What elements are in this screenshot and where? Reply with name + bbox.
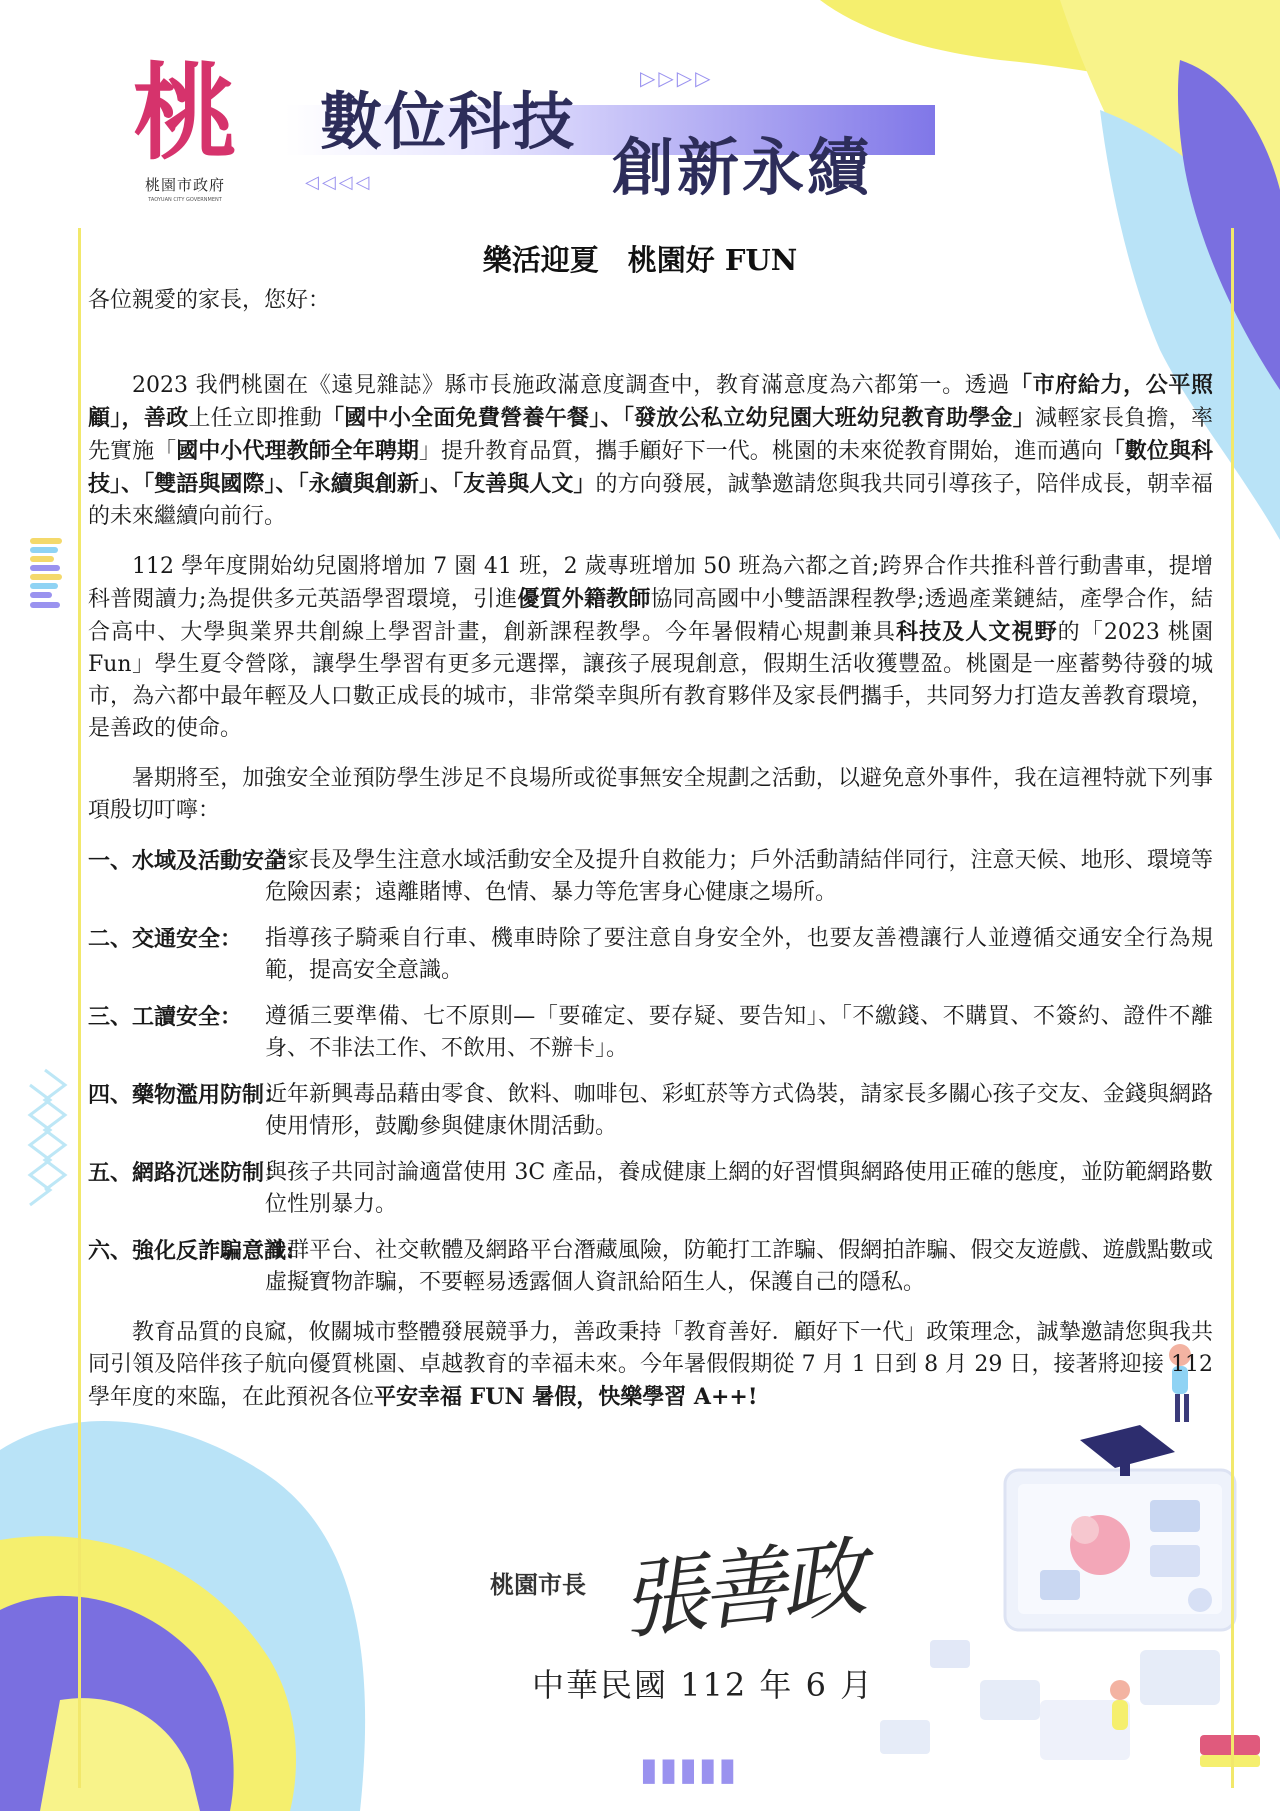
letter-title: 樂活迎夏 桃園好 FUN: [482, 243, 798, 277]
safety-item-work: [88, 1001, 1213, 1065]
logo-org-name: 桃園市政府: [144, 176, 225, 194]
item-label: 四、藥物濫用防制：: [88, 1082, 287, 1108]
logo-mark: 桃: [132, 52, 237, 174]
letter-body: [88, 285, 1213, 1414]
item-text: 與孩子共同討論適當使用 3C 產品，養成健康上網的好習慣與網路使用正確的態度，並防範網路數位性別暴力。: [265, 1160, 1213, 1217]
paragraph-1: 2023 我們桃園在《遠見雜誌》縣市長施政滿意度調查中，教育滿意度為六都第一。透過「市府給力，公平照顧」，善政上任立即推動「國中小全面免費營養午餐」、「發放公私立幼兒園大班幼兒教育助學金」減輕家長負擔，率先實施「國中小代理教師全年聘期」提升教育品質，攜手顧好下一代。桃園的未來從教育開始，進而邁向「數位與科技」、「雙語與國際」、「永續與創新」、「友善與人文」的方向發展，誠摯邀請您與我共同引導孩子，陪伴成長，朝幸福的未來繼續向前行。: [88, 372, 1213, 529]
item-text: 近年新興毒品藉由零食、飲料、咖啡包、彩虹菸等方式偽裝，請家長多關心孩子交友、金錢與網路使用情形，鼓勵參與健康休閒活動。: [265, 1082, 1213, 1139]
signer-title: 桃園市長: [490, 1570, 586, 1599]
safety-item-fraud: [88, 1235, 1213, 1299]
item-label: 六、強化反詐騙意識:: [88, 1238, 295, 1264]
item-label: 五、網路沉迷防制：: [88, 1160, 287, 1186]
letter-date: 中華民國 112 年 6 月: [532, 1666, 875, 1704]
item-label: 三、工讀安全：: [88, 1004, 243, 1030]
safety-item-traffic: [88, 923, 1213, 987]
item-label: 一、水域及活動安全：: [88, 848, 309, 874]
banner-slogan-line1: 數位科技: [320, 85, 577, 158]
safety-item-drugs: [88, 1079, 1213, 1143]
city-government-logo: [120, 52, 250, 238]
closing-paragraph: 教育品質的良窳，攸關城市整體發展競爭力，善政秉持「教育善好．顧好下一代」政策理念，誠摯邀請您與我共同引領及陪伴孩子航向優質桃園、卓越教育的幸福未來。今年暑假假期從 7 月 1 日到 8 月 29 日，接著將迎接 112 學年度的來臨，在此預祝各位平安幸福 FUN 暑假，快樂學習 A++!: [88, 1320, 1213, 1410]
item-text: 遵循三要準備、七不原則—「要確定、要存疑、要告知」、「不繳錢、不購買、不簽約、證件不離身、不非法工作、不飲用、不辦卡」。: [265, 1004, 1213, 1061]
banner-slogan-line2: 創新永續: [612, 131, 873, 204]
paragraph-2: 112 學年度開始幼兒園將增加 7 園 41 班，2 歲專班增加 50 班為六都之首;跨界合作共推科普行動書車，提增科普閱讀力;為提供多元英語學習環境，引進優質外籍教師協同高國中小雙語課程教學;透過產業鏈結，產學合作，結合高中、大學與業界共創線上學習計畫，創新課程教學。今年暑假精心規劃兼具科技及人文視野的「2023 桃園 Fun」學生夏令營隊，讓學生學習有更多元選擇，讓孩子展現創意，假期生活收獲豐盈。桃園是一座蓄勢待發的城市，為六都中最年輕及人口數正成長的城市，非常榮幸與所有教育夥伴及家長們攜手，共同努力打造友善教育環境，是善政的使命。: [88, 554, 1213, 741]
safety-item-water: [88, 845, 1213, 909]
signature: 張善政: [616, 1527, 866, 1653]
paragraph-3: 暑期將至，加強安全並預防學生涉足不良場所或從事無安全規劃之活動，以避免意外事件，我在這裡特就下列事項殷切叮嚀：: [88, 766, 1213, 823]
footer-bars-decoration: ▮▮▮▮▮: [640, 1750, 739, 1788]
item-text: 請家長及學生注意水域活動安全及提升自救能力；戶外活動請結伴同行，注意天候、地形、環境等危險因素；遠離賭博、色情、暴力等危害身心健康之場所。: [265, 848, 1213, 905]
item-label: 二、交通安全：: [88, 926, 243, 952]
item-text: 社群平台、社交軟體及網路平台潛藏風險，防範打工詐騙、假網拍詐騙、假交友遊戲、遊戲點數或虛擬寶物詐騙，不要輕易透露個人資訊給陌生人，保護自己的隱私。: [265, 1238, 1213, 1295]
arrows-left-decoration: ◁◁◁◁: [305, 172, 373, 193]
greeting: 各位親愛的家長，您好：: [88, 288, 331, 313]
item-text: 指導孩子騎乘自行車、機車時除了要注意自身安全外，也要友善禮讓行人並遵循交通安全行為規範，提高安全意識。: [265, 926, 1213, 983]
logo-org-name-en: TAOYUAN CITY GOVERNMENT: [148, 197, 222, 203]
arrows-right-decoration: ▷▷▷▷: [640, 66, 714, 90]
safety-item-internet: [88, 1157, 1213, 1221]
